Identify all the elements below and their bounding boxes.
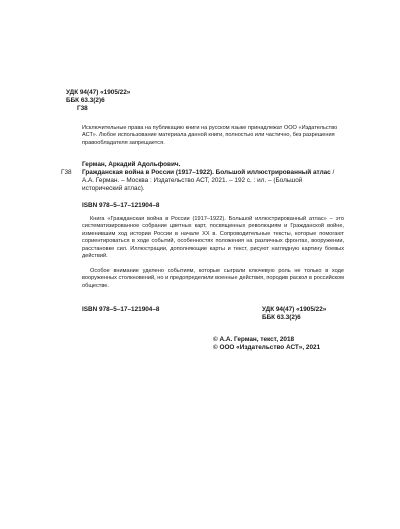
- copyright-author: © А.А. Герман, текст, 2018: [213, 336, 295, 343]
- catalog-title-main: Гражданская война в России (1917–1922). Большой иллюстрированный атлас: [82, 169, 331, 176]
- annotation-paragraph-2: Особое внимание уделено событиям, которые сыграли ключевую роль не только в ходе вооруженных столкновений, но и предопределили военные действия, породив раскол в российском обществе.: [82, 268, 344, 289]
- header-udk: УДК 94(47) «1905/22»: [66, 89, 131, 96]
- footer-isbn: ISBN 978–5–17–121904–8: [82, 306, 160, 313]
- catalog-mark: Г38: [61, 169, 72, 176]
- annotation-paragraph-1: Книга «Гражданская война в России (1917–1922). Большой иллюстрированный атлас» – это систематизированное собрание цветных карт, посвященных революциям и Гражданской войне, изменившим ход истории России в начале XX в. Сопроводительные тексты, которые помогают сориентироваться в ходе событий, особенностях положения на различных фронтах, вооружении, расстановке сил. Иллюстрации, дополняющие карты и текст, рисуют наглядную картину боевых действий.: [82, 216, 344, 260]
- catalog-isbn: ISBN 978–5–17–121904–8: [82, 202, 160, 209]
- header-bbk: ББК 63.3(2)6: [66, 97, 105, 104]
- header-author-mark: Г38: [77, 105, 88, 112]
- copyright-publisher: © ООО «Издательство АСТ», 2021: [213, 344, 321, 351]
- catalog-title: [82, 169, 344, 193]
- footer-bbk: ББК 63.3(2)6: [262, 314, 301, 321]
- footer-udk: УДК 94(47) «1905/22»: [262, 306, 327, 313]
- catalog-title-details: / А.А. Герман. – Москва : Издательство АСТ, 2021. – 192 с. : ил. – (Большой исторический атлас).: [82, 169, 335, 192]
- rights-notice: Исключительные права на публикацию книги на русском языке принадлежат ООО «Издательство АСТ». Любое использование материала данной книги, полностью или частично, без разрешения правообладателя запрещается.: [82, 125, 338, 146]
- catalog-author: Герман, Аркадий Адольфович.: [82, 161, 181, 168]
